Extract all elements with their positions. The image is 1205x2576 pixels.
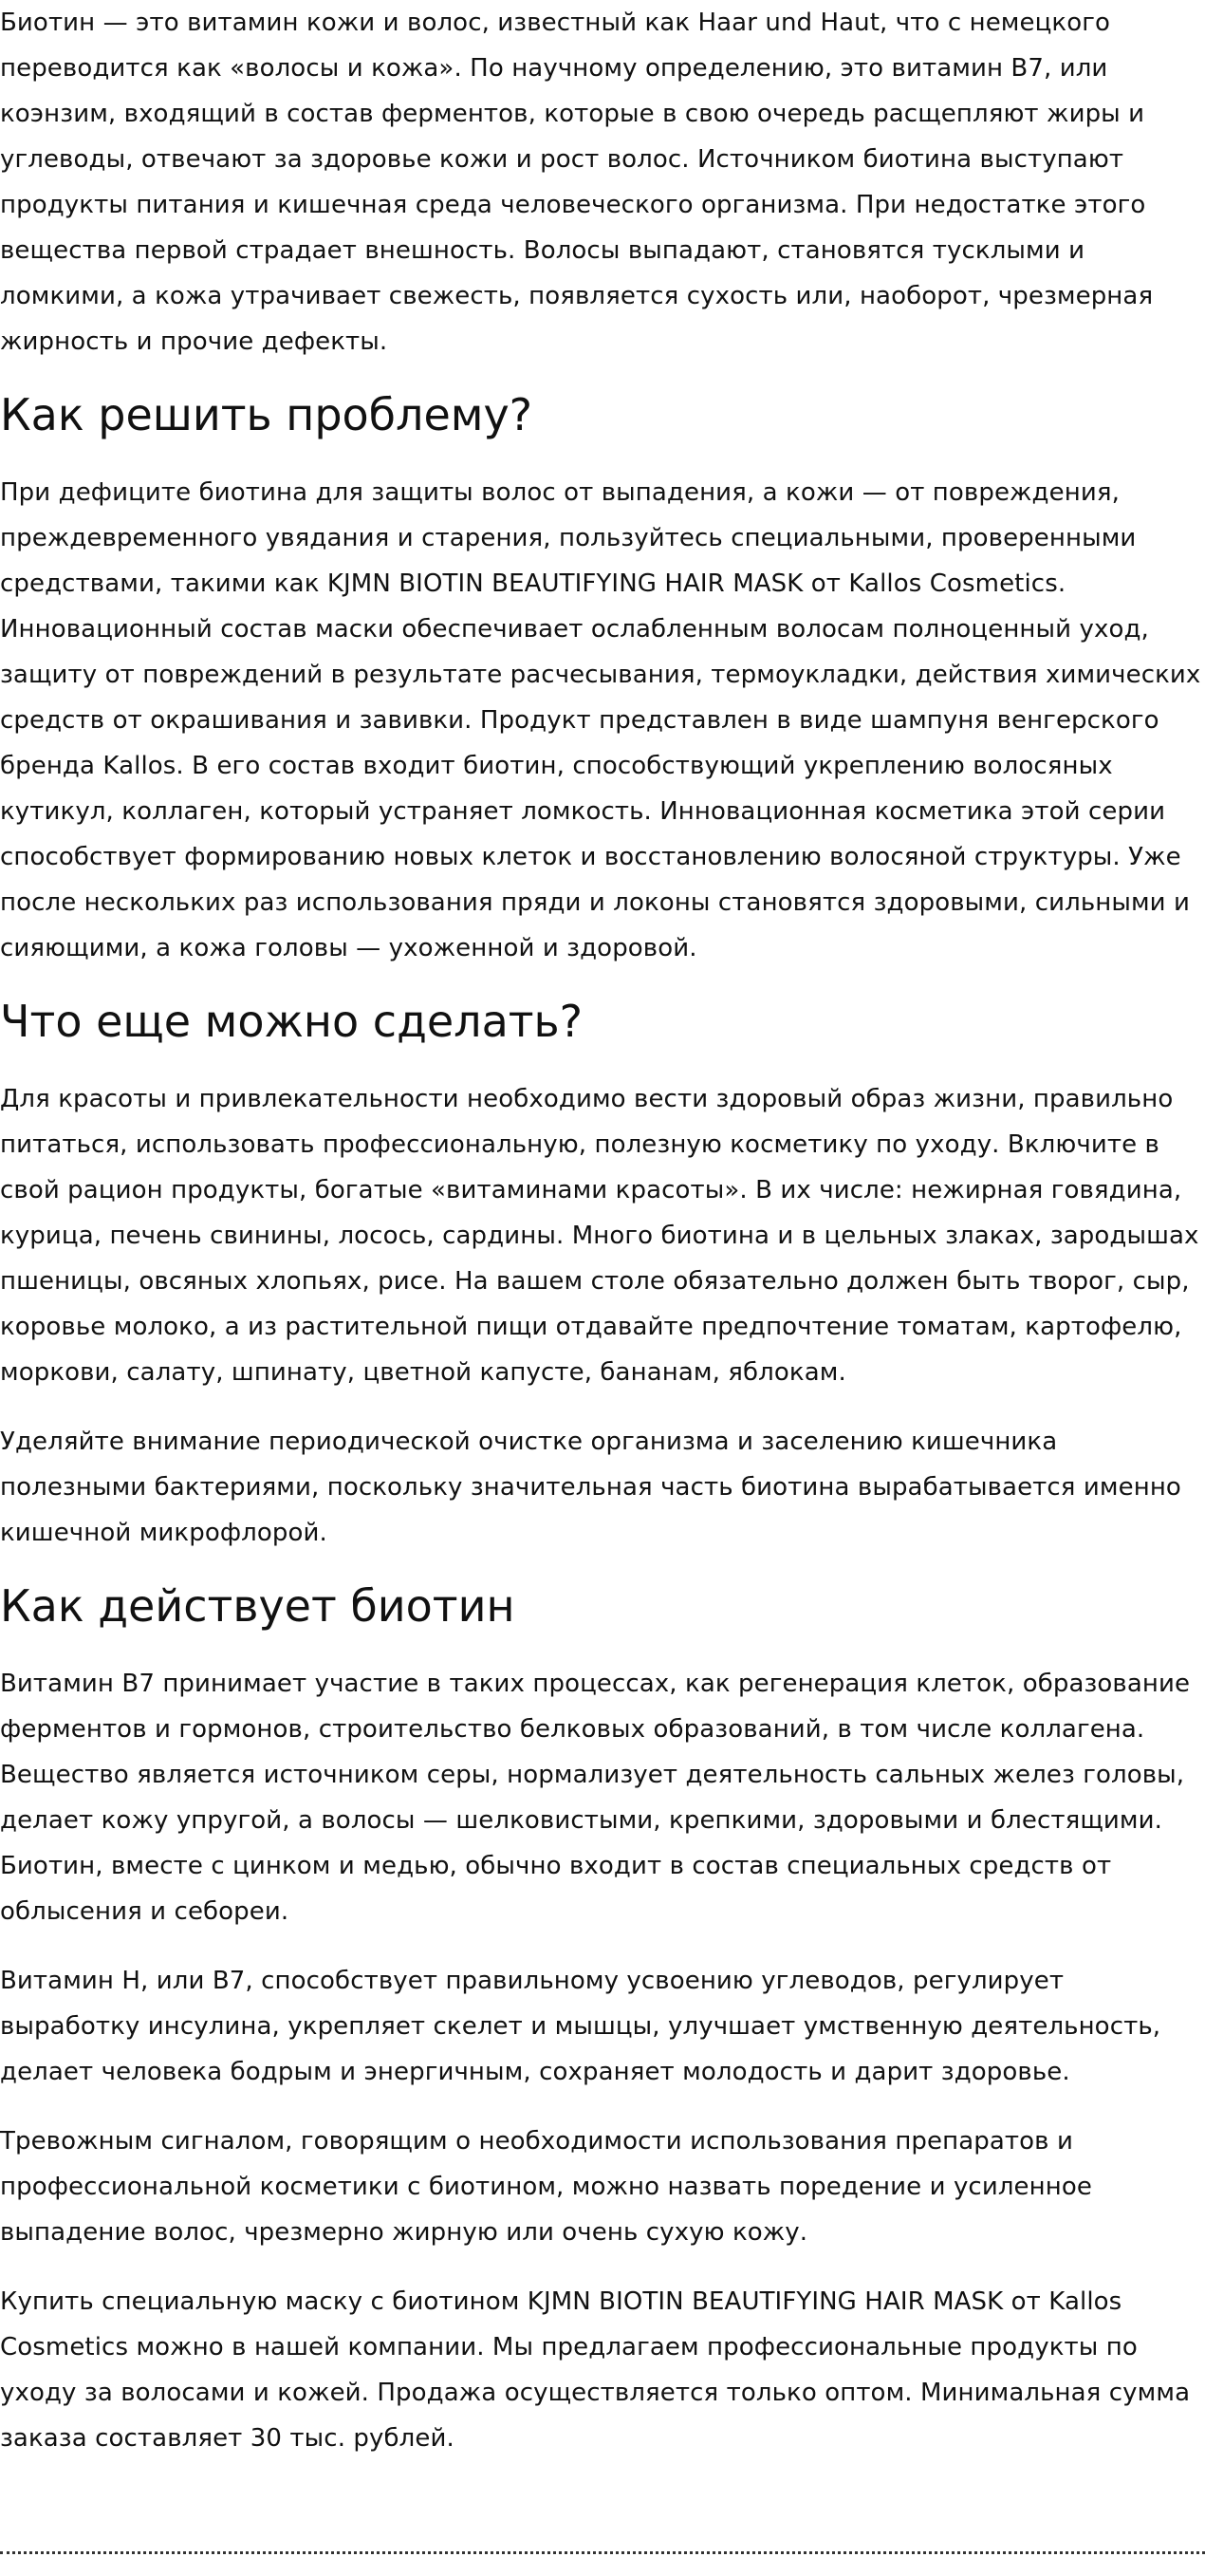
- section-paragraph: Для красоты и привлекательности необходимо вести здоровый образ жизни, правильно питаться, использовать профессиональную, полезную косметику по уходу. Включите в свой рацион продукты, богатые «витаминами красоты». В их числе: нежирная говядина, курица, печень свинины, лосось, сардины. Много биотина и в цельных злаках, зародышах пшеницы, овсяных хлопьях, рисе. На вашем столе обязательно должен быть творог, сыр, коровье молоко, а из растительной пищи отдавайте предпочтение томатам, картофелю, моркови, салату, шпинату, цветной капусте, бананам, яблокам.: [0, 1085, 1199, 1387]
- section-paragraph: Витамин Н, или В7, способствует правильному усвоению углеводов, регулирует выработку инсулина, укрепляет скелет и мышцы, улучшает умственную деятельность, делает человека бодрым и энергичным, сохраняет молодость и дарит здоровье.: [0, 1967, 1161, 2086]
- section-heading-what-else: Что еще можно сделать?: [0, 996, 584, 1047]
- section-paragraph: Купить специальную маску с биотином KJMN BIOTIN BEAUTIFYING HAIR MASK от Kallos Cosmetics можно в нашей компании. Мы предлагаем профессиональные продукты по уходу за волосами и кожей. Продажа осуществляется только оптом. Минимальная сумма заказа составляет 30 тыс. рублей.: [0, 2287, 1191, 2453]
- intro-paragraph: Биотин — это витамин кожи и волос, известный как Haar und Haut, что с немецкого переводится как «волосы и кожа». По научному определению, это витамин В7, или коэнзим, входящий в состав ферментов, которые в свою очередь расщепляют жиры и углеводы, отвечают за здоровье кожи и рост волос. Источником биотина выступают продукты питания и кишечная среда человеческого организма. При недостатке этого вещества первой страдает внешность. Волосы выпадают, становятся тусклыми и ломкими, а кожа утрачивает свежесть, появляется сухость или, наоборот, чрезмерная жирность и прочие дефекты.: [0, 9, 1154, 356]
- section-heading-how-biotin-works: Как действует биотин: [0, 1580, 515, 1632]
- section-paragraph: Витамин В7 принимает участие в таких процессах, как регенерация клеток, образование ферментов и гормонов, строительство белковых образований, в том числе коллагена. Вещество является источником серы, нормализует деятельность сальных желез головы, делает кожу упругой, а волосы — шелковистыми, крепкими, здоровыми и блестящими. Биотин, вместе с цинком и медью, обычно входит в состав специальных средств от облысения и себореи.: [0, 1670, 1191, 1926]
- dotted-divider: [0, 2551, 1205, 2554]
- section-paragraph: Тревожным сигналом, говорящим о необходимости использования препаратов и профессиональной косметики с биотином, можно назвать поредение и усиленное выпадение волос, чрезмерно жирную или очень сухую кожу.: [0, 2127, 1092, 2247]
- section-paragraph: Уделяйте внимание периодической очистке организма и заселению кишечника полезными бактериями, поскольку значительная часть биотина вырабатывается именно кишечной микрофлорой.: [0, 1428, 1181, 1547]
- section-paragraph: При дефиците биотина для защиты волос от выпадения, а кожи — от повреждения, преждевременного увядания и старения, пользуйтесь специальными, проверенными средствами, такими как KJMN BIOTIN BEAUTIFYING HAIR MASK от Kallos Cosmetics. Инновационный состав маски обеспечивает ослабленным волосам полноценный уход, защиту от повреждений в результате расчесывания, термоукладки, действия химических средств от окрашивания и завивки. Продукт представлен в виде шампуня венгерского бренда Kallos. В его состав входит биотин, способствующий укреплению волосяных кутикул, коллаген, который устраняет ломкость. Инновационная косметика этой серии способствует формированию новых клеток и восстановлению волосяной структуры. Уже после нескольких раз использования пряди и локоны становятся здоровыми, сильными и сияющими, а кожа головы — ухоженной и здоровой.: [0, 478, 1201, 962]
- section-heading-solve-problem: Как решить проблему?: [0, 389, 533, 440]
